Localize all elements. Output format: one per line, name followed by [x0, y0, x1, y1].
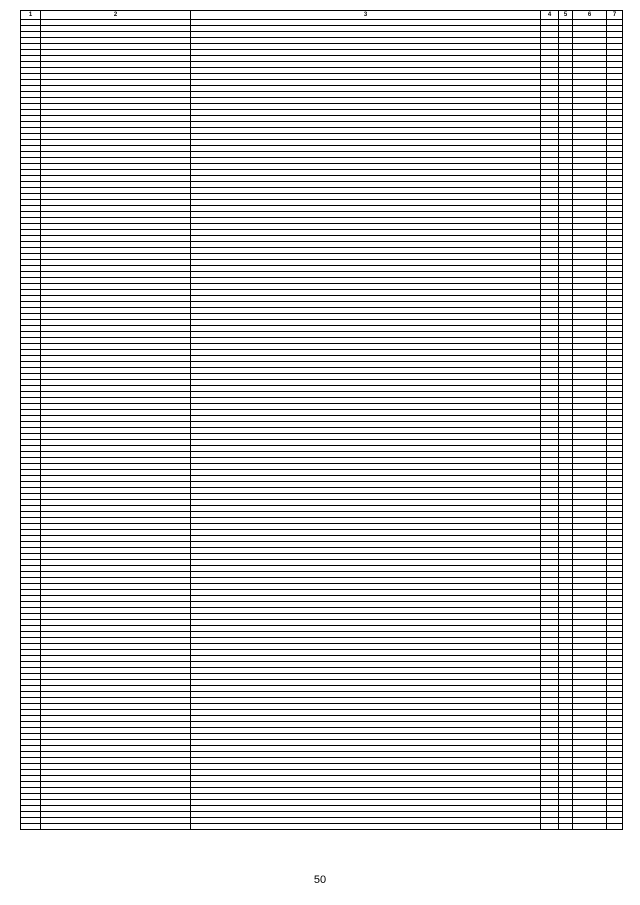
table-cell	[41, 824, 191, 830]
register-table	[20, 10, 623, 830]
table-body	[21, 20, 623, 830]
table-cell	[559, 824, 573, 830]
col-header-3: 3	[191, 11, 541, 20]
col-header-1: 1	[21, 11, 41, 20]
table-cell	[21, 824, 41, 830]
col-header-6: 6	[573, 11, 607, 20]
table-cell	[573, 824, 607, 830]
page-number: 50	[313, 874, 327, 886]
col-header-2: 2	[41, 11, 191, 20]
col-header-5: 5	[559, 11, 573, 20]
col-header-4: 4	[541, 11, 559, 20]
table-cell	[607, 824, 623, 830]
header-row	[21, 11, 623, 20]
col-header-7: 7	[607, 11, 623, 20]
table-row	[21, 824, 623, 830]
document-page	[20, 10, 622, 830]
table-cell	[541, 824, 559, 830]
table-cell	[191, 824, 541, 830]
